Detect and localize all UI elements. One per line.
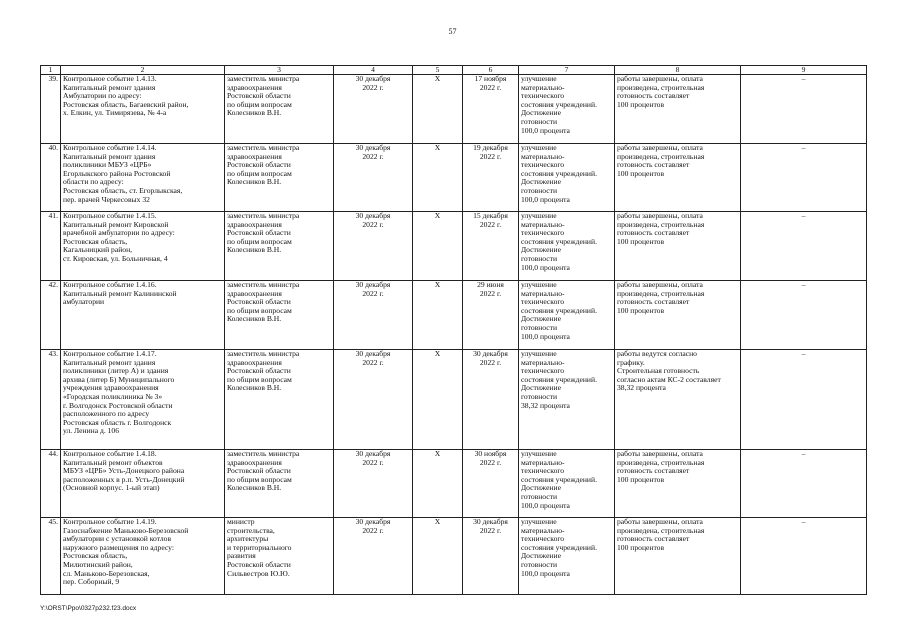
responsible-person: заместитель министра здравоохранения Ростовской области по общим вопросам Колесников В.Н. <box>225 75 334 144</box>
note-cell: – <box>741 450 867 518</box>
table-row <box>41 144 867 212</box>
actual-date: 30 ноября 2022 г. <box>463 450 519 518</box>
event-description: Контрольное событие 1.4.18. Капитальный ремонт объектов МБУЗ «ЦРБ» Усть-Донецкого района расположенных в р.п. Усть-Донецкий (Основной корпус. 1-ый этап) <box>61 450 225 518</box>
responsible-person: заместитель министра здравоохранения Ростовской области по общим вопросам Колесников В.Н. <box>225 212 334 281</box>
responsible-person: заместитель министра здравоохранения Ростовской области по общим вопросам Колесников В.Н. <box>225 281 334 350</box>
actual-date: 19 декабря 2022 г. <box>463 144 519 212</box>
column-5-mark: Х <box>413 450 463 518</box>
row-number: 41. <box>41 212 61 281</box>
note-cell: – <box>741 281 867 350</box>
expected-result: улучшение материально- технического состояния учреждений. Достижение готовности 100,0 процента <box>519 450 615 518</box>
column-5-mark: Х <box>413 144 463 212</box>
header-cell: 7 <box>519 66 615 75</box>
planned-date: 30 декабря 2022 г. <box>334 144 413 212</box>
table-row <box>41 350 867 450</box>
row-number: 44. <box>41 450 61 518</box>
event-description: Контрольное событие 1.4.15. Капитальный ремонт Кировской врачебной амбулатории по адресу: Ростовская область, Кагальницкий район, ст. Кировская, ул. Больничная, 4 <box>61 212 225 281</box>
header-cell: 8 <box>615 66 741 75</box>
table-row <box>41 75 867 144</box>
header-cell: 4 <box>334 66 413 75</box>
actual-date: 30 декабря 2022 г. <box>463 518 519 595</box>
execution-status: работы завершены, оплата произведена, строительная готовность составляет 100 процентов <box>615 75 741 144</box>
table-row <box>41 281 867 350</box>
planned-date: 30 декабря 2022 г. <box>334 450 413 518</box>
row-number: 42. <box>41 281 61 350</box>
expected-result: улучшение материально- технического состояния учреждений. Достижение готовности 100,0 процента <box>519 518 615 595</box>
column-5-mark: Х <box>413 518 463 595</box>
actual-date: 15 декабря 2022 г. <box>463 212 519 281</box>
responsible-person: заместитель министра здравоохранения Ростовской области по общим вопросам Колесников В.Н. <box>225 350 334 450</box>
column-5-mark: Х <box>413 75 463 144</box>
header-cell: 5 <box>413 66 463 75</box>
planned-date: 30 декабря 2022 г. <box>334 350 413 450</box>
actual-date: 30 декабря 2022 г. <box>463 350 519 450</box>
header-cell: 2 <box>61 66 225 75</box>
execution-status: работы завершены, оплата произведена, строительная готовность составляет 100 процентов <box>615 144 741 212</box>
event-description: Контрольное событие 1.4.16. Капитальный ремонт Калининской амбулатории <box>61 281 225 350</box>
planned-date: 30 декабря 2022 г. <box>334 212 413 281</box>
responsible-person: заместитель министра здравоохранения Ростовской области по общим вопросам Колесников В.Н. <box>225 450 334 518</box>
expected-result: улучшение материально- технического состояния учреждений. Достижение готовности 100,0 процента <box>519 75 615 144</box>
row-number: 43. <box>41 350 61 450</box>
note-cell: – <box>741 518 867 595</box>
expected-result: улучшение материально- технического состояния учреждений. Достижение готовности 100,0 процента <box>519 281 615 350</box>
note-cell: – <box>741 212 867 281</box>
header-cell: 3 <box>225 66 334 75</box>
expected-result: улучшение материально- технического состояния учреждений. Достижение готовности 100,0 процента <box>519 144 615 212</box>
header-cell: 1 <box>41 66 61 75</box>
planned-date: 30 декабря 2022 г. <box>334 518 413 595</box>
planned-date: 30 декабря 2022 г. <box>334 75 413 144</box>
header-cell: 9 <box>741 66 867 75</box>
responsible-person: министр строительства, архитектуры и территориального развития Ростовской области Сильвестров Ю.Ю. <box>225 518 334 595</box>
file-path-footer: Y:\ORST\Ppo\0327p232.f23.docx <box>40 605 137 612</box>
column-5-mark: Х <box>413 212 463 281</box>
report-table <box>40 65 867 595</box>
note-cell: – <box>741 350 867 450</box>
actual-date: 29 июня 2022 г. <box>463 281 519 350</box>
table-row <box>41 212 867 281</box>
event-description: Контрольное событие 1.4.13. Капитальный ремонт здания Амбулатории по адресу: Ростовская область, Багаевский район, х. Елкин, ул. Тимирязева, № 4-а <box>61 75 225 144</box>
table-row <box>41 450 867 518</box>
row-number: 45. <box>41 518 61 595</box>
expected-result: улучшение материально- технического состояния учреждений. Достижение готовности 100,0 процента <box>519 212 615 281</box>
note-cell: – <box>741 144 867 212</box>
execution-status: работы завершены, оплата произведена, строительная готовность составляет 100 процентов <box>615 212 741 281</box>
column-5-mark: Х <box>413 281 463 350</box>
column-5-mark: Х <box>413 350 463 450</box>
planned-date: 30 декабря 2022 г. <box>334 281 413 350</box>
responsible-person: заместитель министра здравоохранения Ростовской области по общим вопросам Колесников В.Н. <box>225 144 334 212</box>
execution-status: работы завершены, оплата произведена, строительная готовность составляет 100 процентов <box>615 450 741 518</box>
event-description: Контрольное событие 1.4.14. Капитальный ремонт здания поликлиники МБУЗ «ЦРБ» Егорлыкского района Ростовской области по адресу: Ростовская область, ст. Егорлыкская, пер. врачей Черкесовых 32 <box>61 144 225 212</box>
execution-status: работы завершены, оплата произведена, строительная готовность составляет 100 процентов <box>615 281 741 350</box>
actual-date: 17 ноября 2022 г. <box>463 75 519 144</box>
event-description: Контрольное событие 1.4.17. Капитальный ремонт здания поликлиники (литер А) и здания архива (литер Б) Муниципального учреждения здравоохранения «Городская поликлиника № 3» г. Волгодонск Ростовской области расположенного по адресу Ростовская область г. Волгодонск ул. Ленина д. 106 <box>61 350 225 450</box>
row-number: 40. <box>41 144 61 212</box>
header-row <box>41 66 867 75</box>
note-cell: – <box>741 75 867 144</box>
execution-status: работы завершены, оплата произведена, строительная готовность составляет 100 процентов <box>615 518 741 595</box>
header-cell: 6 <box>463 66 519 75</box>
expected-result: улучшение материально- технического состояния учреждений. Достижение готовности 38,32 процента <box>519 350 615 450</box>
page-number: 57 <box>448 27 457 36</box>
table-row <box>41 518 867 595</box>
execution-status: работы ведутся согласно графику. Строительная готовность согласно актам КС-2 составляет 38,32 процента <box>615 350 741 450</box>
row-number: 39. <box>41 75 61 144</box>
event-description: Контрольное событие 1.4.19. Газоснабжение Маньково-Березовской амбулатории с установкой котлов наружного размещения по адресу: Ростовская область, Милютинский район, сл. Маньково-Березовская, пер. Соборный, 9 <box>61 518 225 595</box>
